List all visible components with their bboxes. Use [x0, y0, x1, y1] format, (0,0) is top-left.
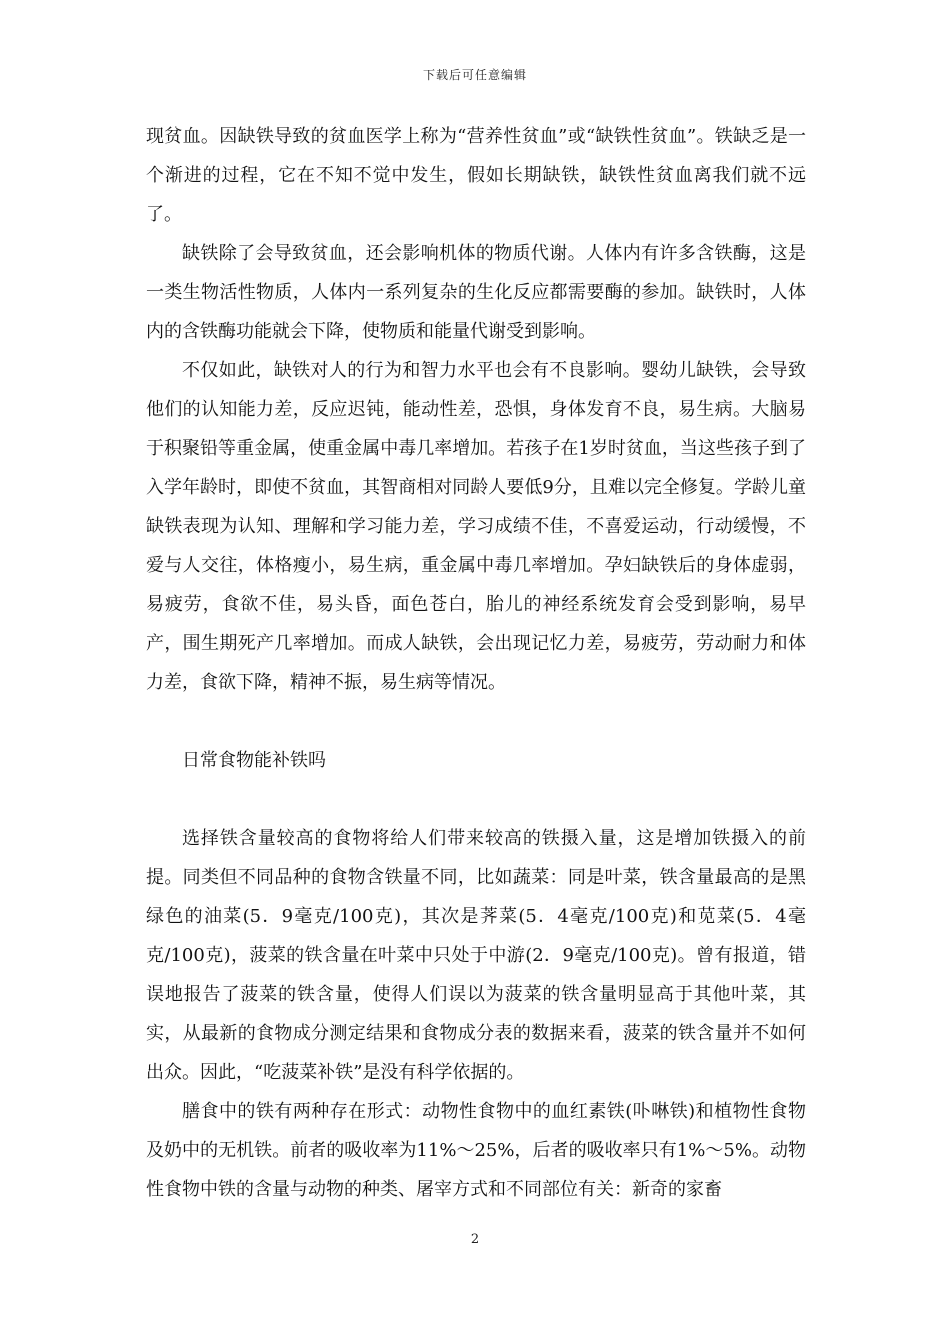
- paragraph-5: 膳食中的铁有两种存在形式：动物性食物中的血红素铁(卟啉铁)和植物性食物及奶中的无机铁。前者的吸收率为11%～25%，后者的吸收率只有1%～5%。动物性食物中铁的含量与动物的种类、屠宰方式和不同部位有关：新奇的家畜: [146, 1101, 806, 1200]
- paragraph-2: 缺铁除了会导致贫血，还会影响机体的物质代谢。人体内有许多含铁酶，这是一类生物活性物质，人体内一系列复杂的生化反应都需要酶的参加。缺铁时，人体内的含铁酶功能就会下降，使物质和能量代谢受到影响。: [146, 243, 806, 342]
- section-heading: 日常食物能补铁吗: [182, 750, 326, 771]
- paragraph-1: 现贫血。因缺铁导致的贫血医学上称为“营养性贫血”或“缺铁性贫血”。铁缺乏是一个渐进的过程，它在不知不觉中发生，假如长期缺铁，缺铁性贫血离我们就不远了。: [146, 126, 806, 225]
- document-body: [146, 117, 806, 1209]
- page-number: 2: [470, 1232, 480, 1247]
- paragraph-3: 不仅如此，缺铁对人的行为和智力水平也会有不良影响。婴幼儿缺铁，会导致他们的认知能力差，反应迟钝，能动性差，恐惧，身体发育不良，易生病。大脑易于积聚铅等重金属，使重金属中毒几率增加。若孩子在1岁时贫血，当这些孩子到了入学年龄时，即使不贫血，其智商相对同龄人要低9分，且难以完全修复。学龄儿童缺铁表现为认知、理解和学习能力差，学习成绩不佳，不喜爱运动，行动缓慢，不爱与人交往，体格瘦小，易生病，重金属中毒几率增加。孕妇缺铁后的身体虚弱，易疲劳，食欲不佳，易头昏，面色苍白，胎儿的神经系统发育会受到影响，易早产，围生期死产几率增加。而成人缺铁，会出现记忆力差，易疲劳，劳动耐力和体力差，食欲下降，精神不振，易生病等情况。: [146, 360, 806, 693]
- header-note: 下载后可任意编辑: [422, 68, 527, 82]
- paragraph-4: 选择铁含量较高的食物将给人们带来较高的铁摄入量，这是增加铁摄入的前提。同类但不同品种的食物含铁量不同，比如蔬菜：同是叶菜，铁含量最高的是黑绿色的油菜(5．9毫克/100克)，其次是荠菜(5．4毫克/100克)和苋菜(5．4毫克/100克)，菠菜的铁含量在叶菜中只处于中游(2．9毫克/100克)。曾有报道，错误地报告了菠菜的铁含量，使得人们误以为菠菜的铁含量明显高于其他叶菜，其实，从最新的食物成分测定结果和食物成分表的数据来看，菠菜的铁含量并不如何出众。因此，“吃菠菜补铁”是没有科学依据的。: [146, 828, 806, 1083]
